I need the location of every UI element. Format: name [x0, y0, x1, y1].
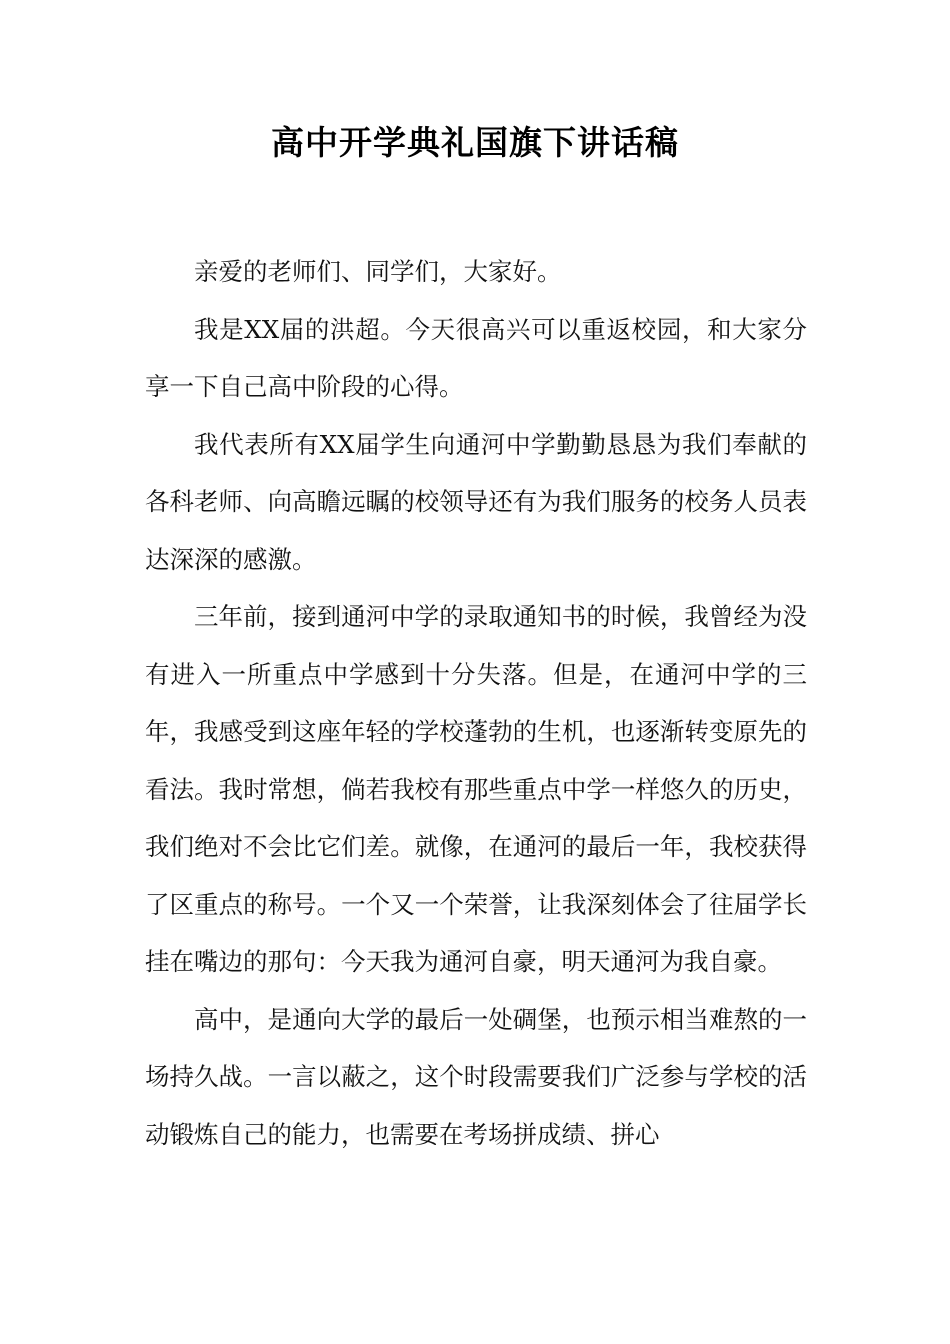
paragraph-high-school-advice: 高中，是通向大学的最后一处碉堡，也预示相当难熬的一场持久战。一言以蔽之，这个时段需要我们广泛参与学校的活动锻炼自己的能力，也需要在考场拼成绩、拼心: [145, 1004, 807, 1149]
paragraph-introduction: 我是XX届的洪超。今天很高兴可以重返校园，和大家分享一下自己高中阶段的心得。: [145, 314, 807, 401]
paragraph-gratitude: 我代表所有XX届学生向通河中学勤勤恳恳为我们奉献的各科老师、向高瞻远瞩的校领导还有为我们服务的校务人员表达深深的感激。: [145, 429, 807, 574]
paragraph-greeting: 亲爱的老师们、同学们，大家好。: [194, 257, 562, 286]
page-title: 高中开学典礼国旗下讲话稿: [271, 123, 679, 162]
document-body: [145, 243, 807, 1163]
paragraph-school-experience: 三年前，接到通河中学的录取通知书的时候，我曾经为没有进入一所重点中学感到十分失落。但是，在通河中学的三年，我感受到这座年轻的学校蓬勃的生机，也逐渐转变原先的看法。我时常想，倘若我校有那些重点中学一样悠久的历史，我们绝对不会比它们差。就像，在通河的最后一年，我校获得了区重点的称号。一个又一个荣誉，让我深刻体会了往届学长挂在嘴边的那句：今天我为通河自豪，明天通河为我自豪。: [145, 602, 807, 976]
